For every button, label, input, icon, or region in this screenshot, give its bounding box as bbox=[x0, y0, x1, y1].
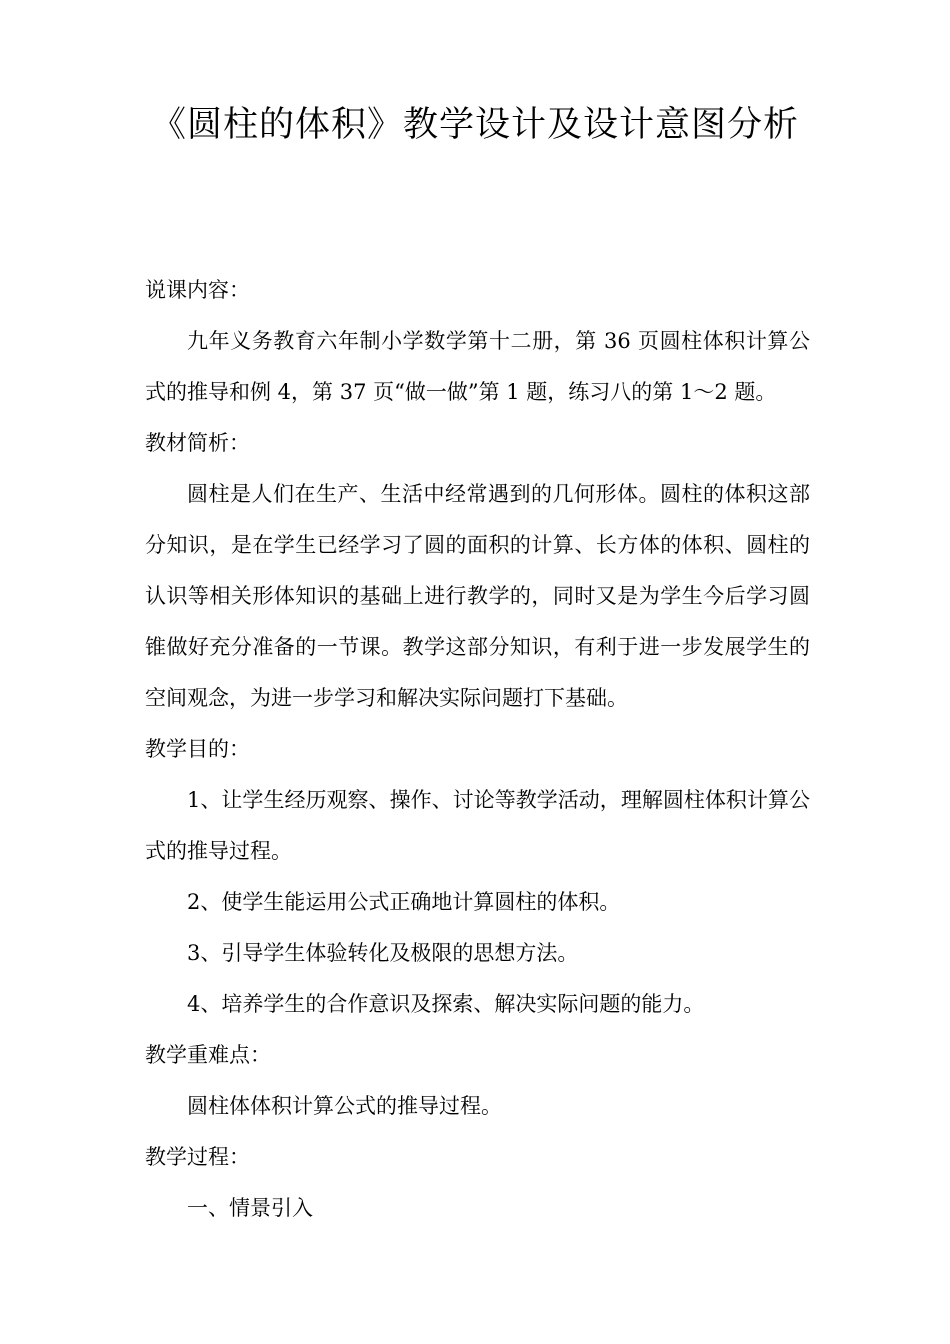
process-step-1: 一、情景引入 bbox=[187, 1196, 313, 1220]
section-heading-content: 说课内容： bbox=[145, 278, 250, 302]
section-heading-objectives: 教学目的： bbox=[145, 737, 250, 761]
section-heading-analysis: 教材简析： bbox=[145, 431, 250, 455]
section-heading-process: 教学过程： bbox=[145, 1145, 250, 1169]
objective-item-1: 1、让学生经历观察、操作、讨论等教学活动，理解圆柱体积计算公式的推导过程。 bbox=[145, 788, 810, 863]
document-body bbox=[145, 265, 810, 1234]
objective-item-3: 3、引导学生体验转化及极限的思想方法。 bbox=[187, 941, 579, 965]
paragraph-key-points: 圆柱体体积计算公式的推导过程。 bbox=[187, 1094, 502, 1118]
objective-item-2: 2、使学生能运用公式正确地计算圆柱的体积。 bbox=[187, 890, 621, 914]
objective-item-4: 4、培养学生的合作意识及探索、解决实际问题的能力。 bbox=[187, 992, 705, 1016]
paragraph-analysis: 圆柱是人们在生产、生活中经常遇到的几何形体。圆柱的体积这部分知识，是在学生已经学习了圆的面积的计算、长方体的体积、圆柱的认识等相关形体知识的基础上进行教学的，同时又是为学生今后学习圆锥做好充分准备的一节课。教学这部分知识，有利于进一步发展学生的空间观念，为进一步学习和解决实际问题打下基础。 bbox=[145, 482, 810, 710]
document-title: 《圆柱的体积》教学设计及设计意图分析 bbox=[150, 105, 799, 145]
paragraph-content: 九年义务教育六年制小学数学第十二册，第 36 页圆柱体积计算公式的推导和例 4，第 37 页“做一做”第 1 题，练习八的第 1～2 题。 bbox=[145, 329, 810, 404]
section-heading-key-points: 教学重难点： bbox=[145, 1043, 271, 1067]
